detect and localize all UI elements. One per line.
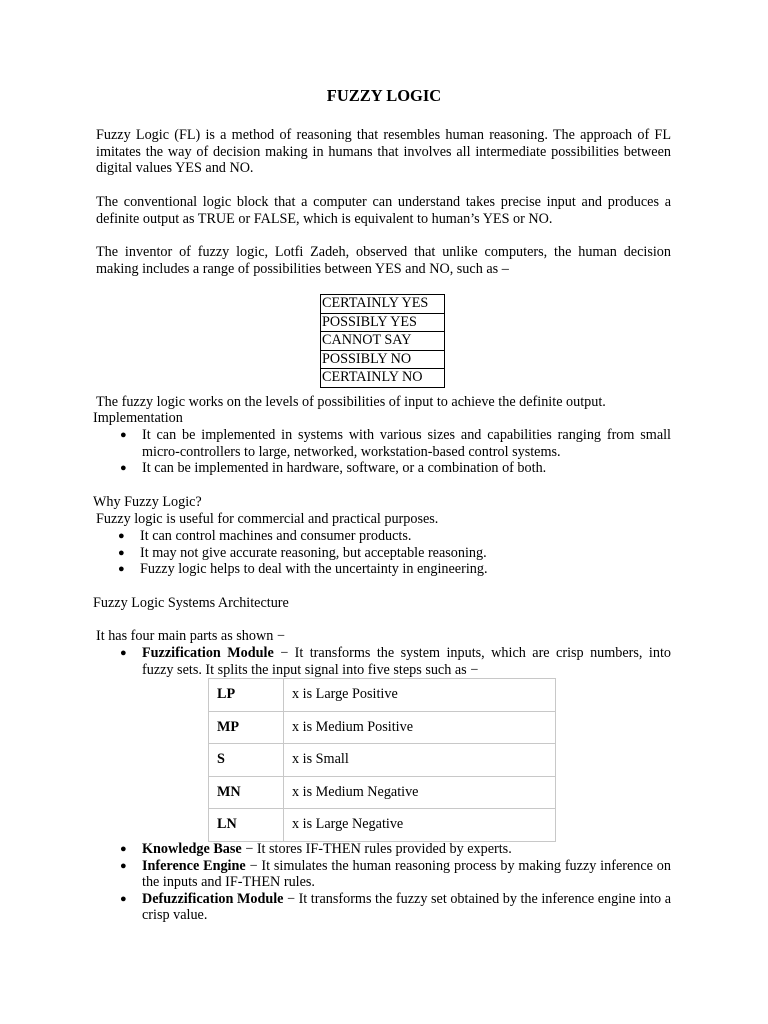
levels-row — [321, 332, 445, 351]
level-cell: POSSIBLY YES — [321, 313, 445, 332]
levels-row — [321, 369, 445, 388]
part-name: Inference Engine — [142, 857, 246, 874]
step-code: MN — [209, 776, 284, 809]
step-code: LN — [209, 809, 284, 842]
architecture-intro: It has four main parts as shown − — [96, 628, 285, 644]
list-item-text: Fuzzy logic helps to deal with the uncertainty in engineering. — [140, 561, 488, 578]
page-title: FUZZY LOGIC — [326, 86, 442, 105]
levels-note: The fuzzy logic works on the levels of possibilities of input to achieve the definite output. — [96, 394, 606, 410]
level-cell: CERTAINLY YES — [321, 295, 445, 314]
step-code: MP — [209, 711, 284, 744]
possibility-levels-table — [320, 294, 445, 388]
bullet-icon: ● — [120, 429, 127, 441]
levels-row — [321, 350, 445, 369]
list-item — [118, 528, 671, 545]
part-name: Knowledge Base — [142, 841, 242, 857]
list-item-text: It may not give accurate reasoning, but acceptable reasoning. — [140, 544, 487, 561]
step-meaning: x is Medium Positive — [284, 711, 556, 744]
implementation-list — [120, 427, 671, 477]
list-item — [120, 890, 671, 924]
bullet-icon: ● — [120, 462, 127, 475]
step-code: S — [209, 744, 284, 777]
why-intro: Fuzzy logic is useful for commercial and practical purposes. — [96, 511, 439, 527]
bullet-icon: ● — [118, 563, 125, 576]
step-meaning: x is Small — [284, 744, 556, 777]
step-code: LP — [209, 679, 284, 712]
list-item — [118, 544, 671, 562]
bullet-icon: ● — [118, 530, 125, 542]
list-item-text: It can be implemented in hardware, software, or a combination of both. — [142, 460, 547, 477]
architecture-list-fuzzification — [120, 645, 671, 678]
table-row — [209, 776, 556, 809]
step-meaning: x is Large Positive — [284, 679, 556, 712]
levels-row — [321, 313, 445, 332]
table-row — [209, 679, 556, 712]
implementation-heading: Implementation — [93, 410, 183, 426]
bullet-icon: ● — [120, 647, 127, 659]
list-item — [118, 561, 671, 578]
list-item — [120, 645, 671, 678]
list-item — [120, 841, 671, 858]
level-cell: POSSIBLY NO — [321, 350, 445, 369]
part-name: Defuzzification Module — [142, 890, 284, 907]
bullet-icon: ● — [120, 859, 127, 872]
part-description: − It transforms the system inputs, which are crisp numbers, into fuzzy sets. It splits the input signal into five steps such as − — [142, 645, 671, 678]
intro-paragraph-inventor: The inventor of fuzzy logic, Lotfi Zadeh, observed that unlike computers, the human decision making includes a range of possibilities between YES and NO, such as – — [96, 244, 671, 277]
part-description: − It transforms the fuzzy set obtained by the inference engine into a crisp value. — [142, 890, 671, 924]
table-row — [209, 744, 556, 777]
level-cell: CANNOT SAY — [321, 332, 445, 351]
step-meaning: x is Large Negative — [284, 809, 556, 842]
list-item — [120, 427, 671, 460]
step-meaning: x is Medium Negative — [284, 776, 556, 809]
intro-paragraph-conventional-logic: The conventional logic block that a computer can understand takes precise input and produces a definite output as TRUE or FALSE, which is equivalent to human’s YES or NO. — [96, 194, 671, 227]
bullet-icon: ● — [120, 892, 127, 905]
why-list — [118, 528, 671, 578]
list-item-text: It can control machines and consumer products. — [140, 528, 412, 544]
level-cell: CERTAINLY NO — [321, 369, 445, 388]
architecture-heading: Fuzzy Logic Systems Architecture — [93, 595, 289, 611]
fuzzification-steps-table — [208, 678, 556, 842]
list-item-text: It can be implemented in systems with various sizes and capabilities ranging from small micro-controllers to large, networked, workstation-based control systems. — [142, 427, 671, 460]
part-description: − It simulates the human reasoning process by making fuzzy inference on the inputs and IF-THEN rules. — [142, 857, 671, 891]
list-item — [120, 460, 671, 477]
levels-row — [321, 295, 445, 314]
bullet-icon: ● — [118, 546, 125, 559]
part-description: − It stores IF-THEN rules provided by experts. — [241, 841, 512, 857]
table-row — [209, 809, 556, 842]
architecture-list-remaining — [120, 841, 671, 924]
why-heading: Why Fuzzy Logic? — [93, 494, 202, 510]
bullet-icon: ● — [120, 843, 127, 855]
intro-paragraph-definition: Fuzzy Logic (FL) is a method of reasoning that resembles human reasoning. The approach of FL imitates the way of decision making in humans that involves all intermediate possibilities between digital values YES and NO. — [96, 127, 671, 177]
list-item — [120, 857, 671, 891]
table-row — [209, 711, 556, 744]
part-name: Fuzzification Module — [142, 645, 274, 661]
